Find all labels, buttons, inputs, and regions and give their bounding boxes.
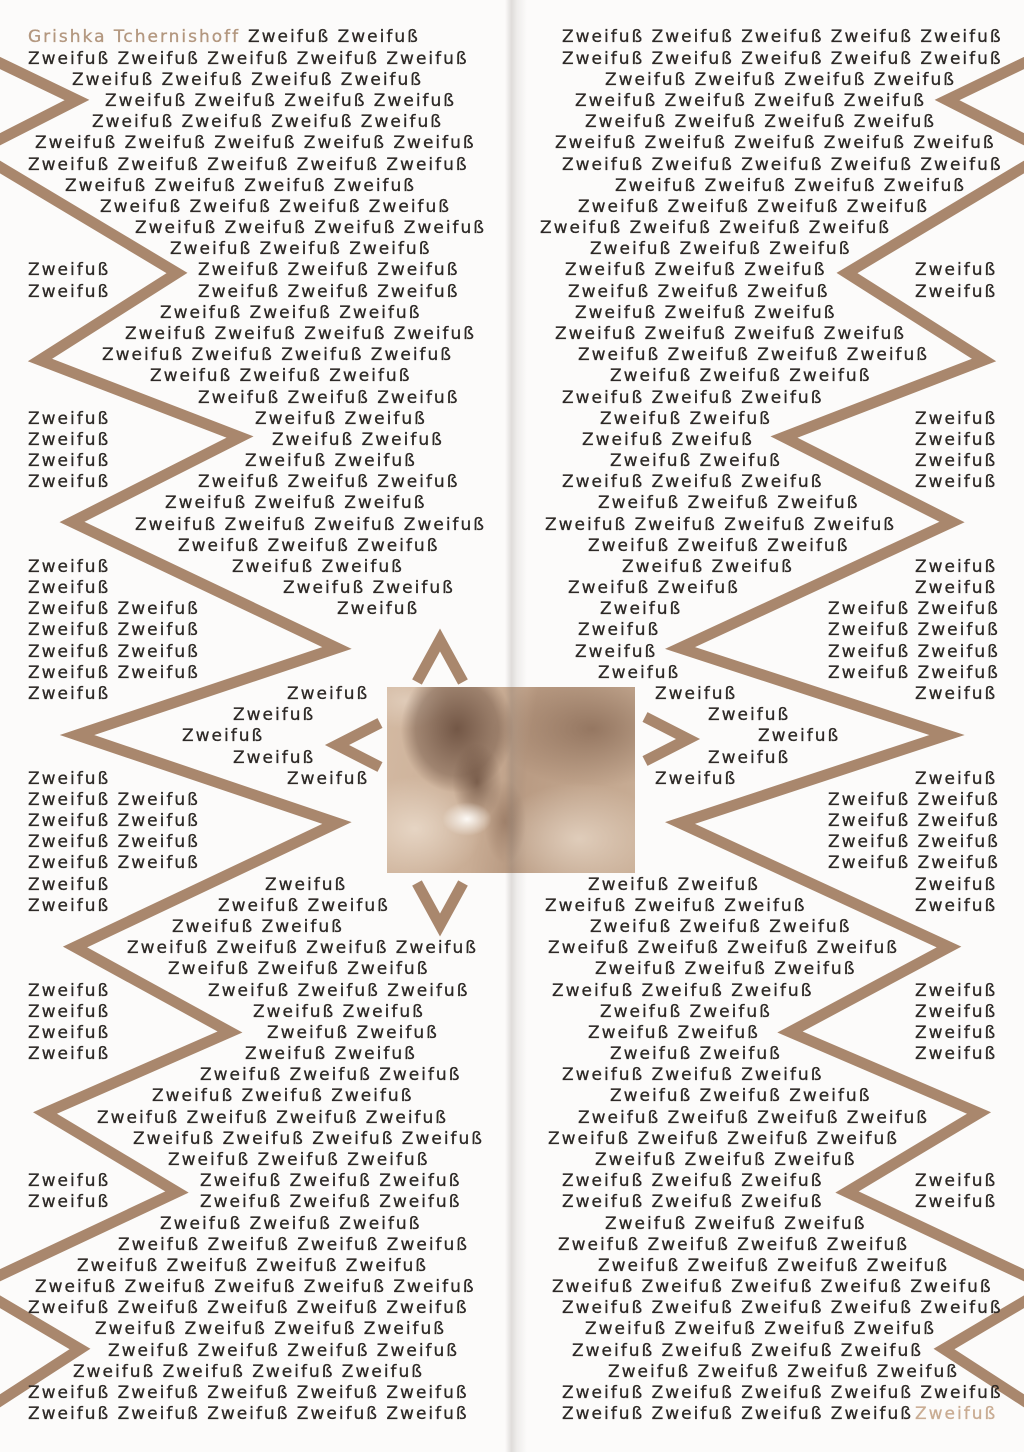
word-segment: Zweifuß [915,451,998,471]
word-segment: Zweifuß Zweifuß Zweifuß [595,1149,857,1170]
word-segment: Zweifuß [337,599,420,620]
word-segment: Zweifuß Zweifuß Zweifuß [200,1065,462,1086]
word-segment: Zweifuß Zweifuß Zweifuß [200,1171,462,1192]
word-segment: Zweifuß Zweifuß Zweifuß Zweifuß [133,1128,485,1149]
word-segment: Zweifuß Zweifuß [622,556,794,577]
word-segment: Zweifuß Zweifuß [255,408,427,429]
word-segment: Zweifuß Zweifuß [245,1044,417,1064]
word-segment: Zweifuß [915,281,998,302]
word-segment: Zweifuß Zweifuß [28,832,200,853]
word-segment: Zweifuß [915,556,998,577]
word-segment: Zweifuß Zweifuß Zweifuß [552,980,814,1001]
word-segment: Zweifuß Zweifuß Zweifuß Zweifuß Zweifuß [35,1277,476,1297]
word-segment: Zweifuß Zweifuß [582,429,754,450]
word-segment: Zweifuß Zweifuß Zweifuß Zweifuß [100,196,452,217]
word-segment: Zweifuß Zweifuß [828,599,1000,620]
word-segment: Zweifuß Zweifuß Zweifuß Zweifuß [77,1255,429,1276]
word-segment: Zweifuß Zweifuß [28,853,200,874]
word-segment: Zweifuß Zweifuß Zweifuß [562,472,824,493]
word-segment: Zweifuß Zweifuß Zweifuß [160,1213,422,1234]
word-segment: Zweifuß [28,451,111,471]
word-segment: Zweifuß Zweifuß Zweifuß [198,260,460,281]
word-segment: Zweifuß Zweifuß Zweifuß Zweifuß Zweifuß [562,27,1003,48]
word-segment: Zweifuß Zweifuß Zweifuß Zweifuß [135,218,487,238]
word-segment: Zweifuß [915,472,998,493]
word-segment: Zweifuß Zweifuß Zweifuß Zweifuß [548,938,900,959]
word-segment: Zweifuß Zweifuß [28,599,200,620]
word-segment: Zweifuß Zweifuß Zweifuß [160,302,422,323]
word-segment: Zweifuß [233,705,316,726]
word-segment: Zweifuß Zweifuß [828,641,1000,662]
word-segment: Zweifuß Zweifuß Zweifuß Zweifuß Zweifuß [28,1382,469,1403]
word-segment: Zweifuß Zweifuß Zweifuß Zweifuß [558,1234,910,1255]
word-segment-accent: Zweifuß [915,1404,998,1425]
word-segment: Zweifuß Zweifuß Zweifuß Zweifuß [545,514,897,535]
word-segment: Zweifuß [28,260,111,281]
word-segment: Zweifuß [578,620,661,641]
word-segment: Zweifuß Zweifuß [610,1044,782,1064]
word-segment: Zweifuß Zweifuß Zweifuß Zweifuß [95,1319,447,1340]
word-segment: Zweifuß [915,429,998,450]
word-segment: Zweifuß [28,281,111,302]
word-segment: Zweifuß Zweifuß [253,1001,425,1022]
word-segment: Zweifuß Zweifuß [828,832,1000,853]
word-segment: Zweifuß [915,408,998,429]
word-segment: Zweifuß Zweifuß Zweifuß Zweifuß Zweifuß [562,1382,1003,1403]
word-segment: Zweifuß Zweifuß Zweifuß Zweifuß [548,1128,900,1149]
word-segment: Zweifuß Zweifuß Zweifuß [562,1192,824,1213]
word-segment: Zweifuß Zweifuß Zweifuß Zweifuß [118,1234,470,1255]
word-segment: Zweifuß Zweifuß [828,662,1000,683]
word-segment: Zweifuß Zweifuß Zweifuß Zweifuß [72,69,424,90]
word-segment: Zweifuß Zweifuß Zweifuß Zweifuß Zweifuß [562,154,1003,175]
word-segment: Zweifuß Zweifuß [272,429,444,450]
word-segment: Zweifuß Zweifuß [267,1022,439,1043]
word-segment: Zweifuß Zweifuß Zweifuß Zweifuß Zweifuß [562,48,1003,69]
word-segment: Zweifuß [287,684,370,704]
word-segment: Zweifuß Zweifuß Zweifuß Zweifuß [92,112,444,133]
word-segment: Zweifuß Zweifuß Zweifuß Zweifuß [585,112,937,133]
word-segment: Zweifuß Zweifuß [600,408,772,429]
word-segment: Zweifuß Zweifuß Zweifuß [178,535,440,556]
word-segment: Zweifuß Zweifuß Zweifuß [152,1086,414,1107]
word-segment: Zweifuß Zweifuß Zweifuß [562,387,824,408]
word-segment: Zweifuß [233,747,316,768]
word-segment: Zweifuß Zweifuß Zweifuß [200,1192,462,1213]
word-segment: Zweifuß Zweifuß [28,811,200,832]
word-segment: Zweifuß [915,684,998,704]
word-segment: Zweifuß Zweifuß Zweifuß Zweifuß [572,1340,924,1361]
word-segment: Zweifuß [287,768,370,789]
word-segment: Zweifuß [28,1022,111,1043]
word-segment: Zweifuß [915,1171,998,1192]
word-segment: Zweifuß Zweifuß [283,578,455,599]
word-segment: Zweifuß Zweifuß Zweifuß Zweifuß Zweifuß [28,154,469,175]
word-segment: Zweifuß Zweifuß Zweifuß [208,980,470,1001]
word-segment: Zweifuß Zweifuß Zweifuß [168,1149,430,1170]
word-segment: Zweifuß Zweifuß Zweifuß Zweifuß Zweifuß [28,48,469,69]
word-segment: Zweifuß [28,472,111,493]
word-segment: Zweifuß [915,895,998,916]
word-segment: Zweifuß [915,874,998,895]
word-segment: Zweifuß Zweifuß Zweifuß Zweifuß [575,90,927,111]
word-segment: Zweifuß Zweifuß Zweifuß [198,281,460,302]
word-segment: Zweifuß [915,1192,998,1213]
word-segment: Zweifuß Zweifuß [588,1022,760,1043]
word-segment: Zweifuß [28,1044,111,1064]
word-segment: Zweifuß Zweifuß Zweifuß Zweifuß [605,69,957,90]
word-segment: Zweifuß Zweifuß Zweifuß Zweifuß Zweifuß [28,1404,469,1425]
word-segment: Zweifuß Zweifuß Zweifuß Zweifuß [102,345,454,366]
word-segment: Zweifuß Zweifuß Zweifuß [198,387,460,408]
word-segment: Zweifuß Zweifuß [245,451,417,471]
word-segment: Zweifuß Zweifuß Zweifuß Zweifuß Zweifuß [555,133,996,154]
word-segment: Zweifuß Zweifuß Zweifuß Zweifuß [608,1361,960,1382]
word-segment: Zweifuß Zweifuß Zweifuß Zweifuß [540,218,892,238]
word-segment: Zweifuß Zweifuß Zweifuß [198,472,460,493]
word-segment: Zweifuß [915,1044,998,1064]
word-segment: Zweifuß [575,641,658,662]
word-segment: Zweifuß Zweifuß Zweifuß [595,959,857,980]
word-segment: Zweifuß [915,260,998,281]
word-segment: Zweifuß [915,768,998,789]
word-segment: Zweifuß [915,1001,998,1022]
word-segment: Zweifuß Zweifuß Zweifuß [165,493,427,514]
word-segment: Zweifuß Zweifuß Zweifuß Zweifuß [127,938,479,959]
word-segment: Zweifuß Zweifuß Zweifuß [610,1086,872,1107]
author-name: Grishka Tchernishoff [28,27,241,48]
word-segment: Zweifuß Zweifuß [588,874,760,895]
word-segment: Zweifuß [28,1171,111,1192]
word-segment: Zweifuß Zweifuß Zweifuß Zweifuß [578,1107,930,1128]
word-segment: Zweifuß Zweifuß [248,27,420,48]
word-segment: Zweifuß [28,556,111,577]
word-segment: Zweifuß [708,705,791,726]
word-segment: Zweifuß Zweifuß [28,620,200,641]
word-segment: Zweifuß [758,726,841,747]
word-segment: Zweifuß Zweifuß Zweifuß [590,917,852,937]
word-segment: Zweifuß [28,874,111,895]
word-segment: Zweifuß Zweifuß Zweifuß Zweifuß [97,1107,449,1128]
word-segment: Zweifuß Zweifuß Zweifuß Zweifuß [598,1255,950,1276]
word-segment: Zweifuß Zweifuß Zweifuß Zweifuß [585,1319,937,1340]
word-segment: Zweifuß Zweifuß Zweifuß Zweifuß [73,1361,425,1382]
word-segment: Zweifuß [915,980,998,1001]
word-segment: Zweifuß Zweifuß [28,662,200,683]
word-segment: Zweifuß [28,408,111,429]
word-segment: Zweifuß [28,768,111,789]
word-segment: Zweifuß Zweifuß Zweifuß Zweifuß Zweifuß [35,133,476,154]
word-segment: Zweifuß [600,599,683,620]
word-segment: Zweifuß [915,1022,998,1043]
word-segment: Zweifuß Zweifuß Zweifuß [562,1171,824,1192]
word-segment: Zweifuß Zweifuß Zweifuß [610,366,872,387]
word-segment: Zweifuß Zweifuß Zweifuß Zweifuß Zweifuß [28,1298,469,1319]
word-segment: Zweifuß Zweifuß Zweifuß Zweifuß [135,514,487,535]
word-segment: Zweifuß Zweifuß Zweifuß [545,895,807,916]
word-segment: Zweifuß Zweifuß Zweifuß [588,535,850,556]
word-segment: Zweifuß Zweifuß Zweifuß Zweifuß [125,323,477,344]
word-segment: Zweifuß Zweifuß [610,451,782,471]
word-segment: Zweifuß Zweifuß [828,620,1000,641]
word-segment: Zweifuß Zweifuß Zweifuß [605,1213,867,1234]
word-segment: Zweifuß Zweifuß Zweifuß Zweifuß [615,175,967,196]
word-segment: Zweifuß Zweifuß Zweifuß [565,260,827,281]
word-segment: Zweifuß Zweifuß Zweifuß Zweifuß [105,90,457,111]
word-segment: Zweifuß Zweifuß Zweifuß Zweifuß Zweifuß [552,1277,993,1297]
word-segment: Zweifuß Zweifuß [28,641,200,662]
word-segment: Zweifuß Zweifuß [828,789,1000,810]
word-segment: Zweifuß [28,980,111,1001]
word-segment: Zweifuß Zweifuß [828,811,1000,832]
word-segment: Zweifuß Zweifuß Zweifuß Zweifuß Zweifuß [562,1298,1003,1319]
word-segment: Zweifuß [28,429,111,450]
word-segment: Zweifuß Zweifuß Zweifuß [150,366,412,387]
word-segment: Zweifuß [28,684,111,704]
word-segment: Zweifuß Zweifuß [172,917,344,937]
word-segment: Zweifuß Zweifuß Zweifuß [598,493,860,514]
word-segment: Zweifuß [28,1192,111,1213]
word-segment: Zweifuß [28,895,111,916]
word-segment: Zweifuß Zweifuß [28,789,200,810]
word-segment: Zweifuß Zweifuß Zweifuß Zweifuß [555,323,907,344]
word-segment: Zweifuß Zweifuß [232,556,404,577]
word-segment: Zweifuß Zweifuß Zweifuß [590,239,852,260]
word-segment: Zweifuß Zweifuß Zweifuß Zweifuß [562,1404,914,1425]
word-segment: Zweifuß [655,768,738,789]
word-segment: Zweifuß Zweifuß Zweifuß Zweifuß [65,175,417,196]
word-segment: Zweifuß Zweifuß Zweifuß Zweifuß [108,1340,460,1361]
word-segment: Zweifuß Zweifuß Zweifuß [168,959,430,980]
word-segment: Zweifuß [182,726,265,747]
word-segment: Zweifuß [655,684,738,704]
word-segment: Zweifuß Zweifuß Zweifuß [170,239,432,260]
word-segment: Zweifuß Zweifuß [828,853,1000,874]
word-segment: Zweifuß [28,1001,111,1022]
word-segment: Zweifuß Zweifuß Zweifuß Zweifuß [578,196,930,217]
word-segment: Zweifuß Zweifuß Zweifuß [575,302,837,323]
word-segment: Zweifuß [708,747,791,768]
word-segment: Zweifuß Zweifuß [218,895,390,916]
word-segment: Zweifuß Zweifuß Zweifuß [568,281,830,302]
word-segment: Zweifuß [265,874,348,895]
word-segment: Zweifuß [915,578,998,599]
word-segment: Zweifuß Zweifuß Zweifuß [562,1065,824,1086]
word-segment: Zweifuß [598,662,681,683]
word-segment: Zweifuß Zweifuß [600,1001,772,1022]
word-segment: Zweifuß [28,578,111,599]
word-segment: Zweifuß Zweifuß [568,578,740,599]
word-segment: Zweifuß Zweifuß Zweifuß Zweifuß [578,345,930,366]
